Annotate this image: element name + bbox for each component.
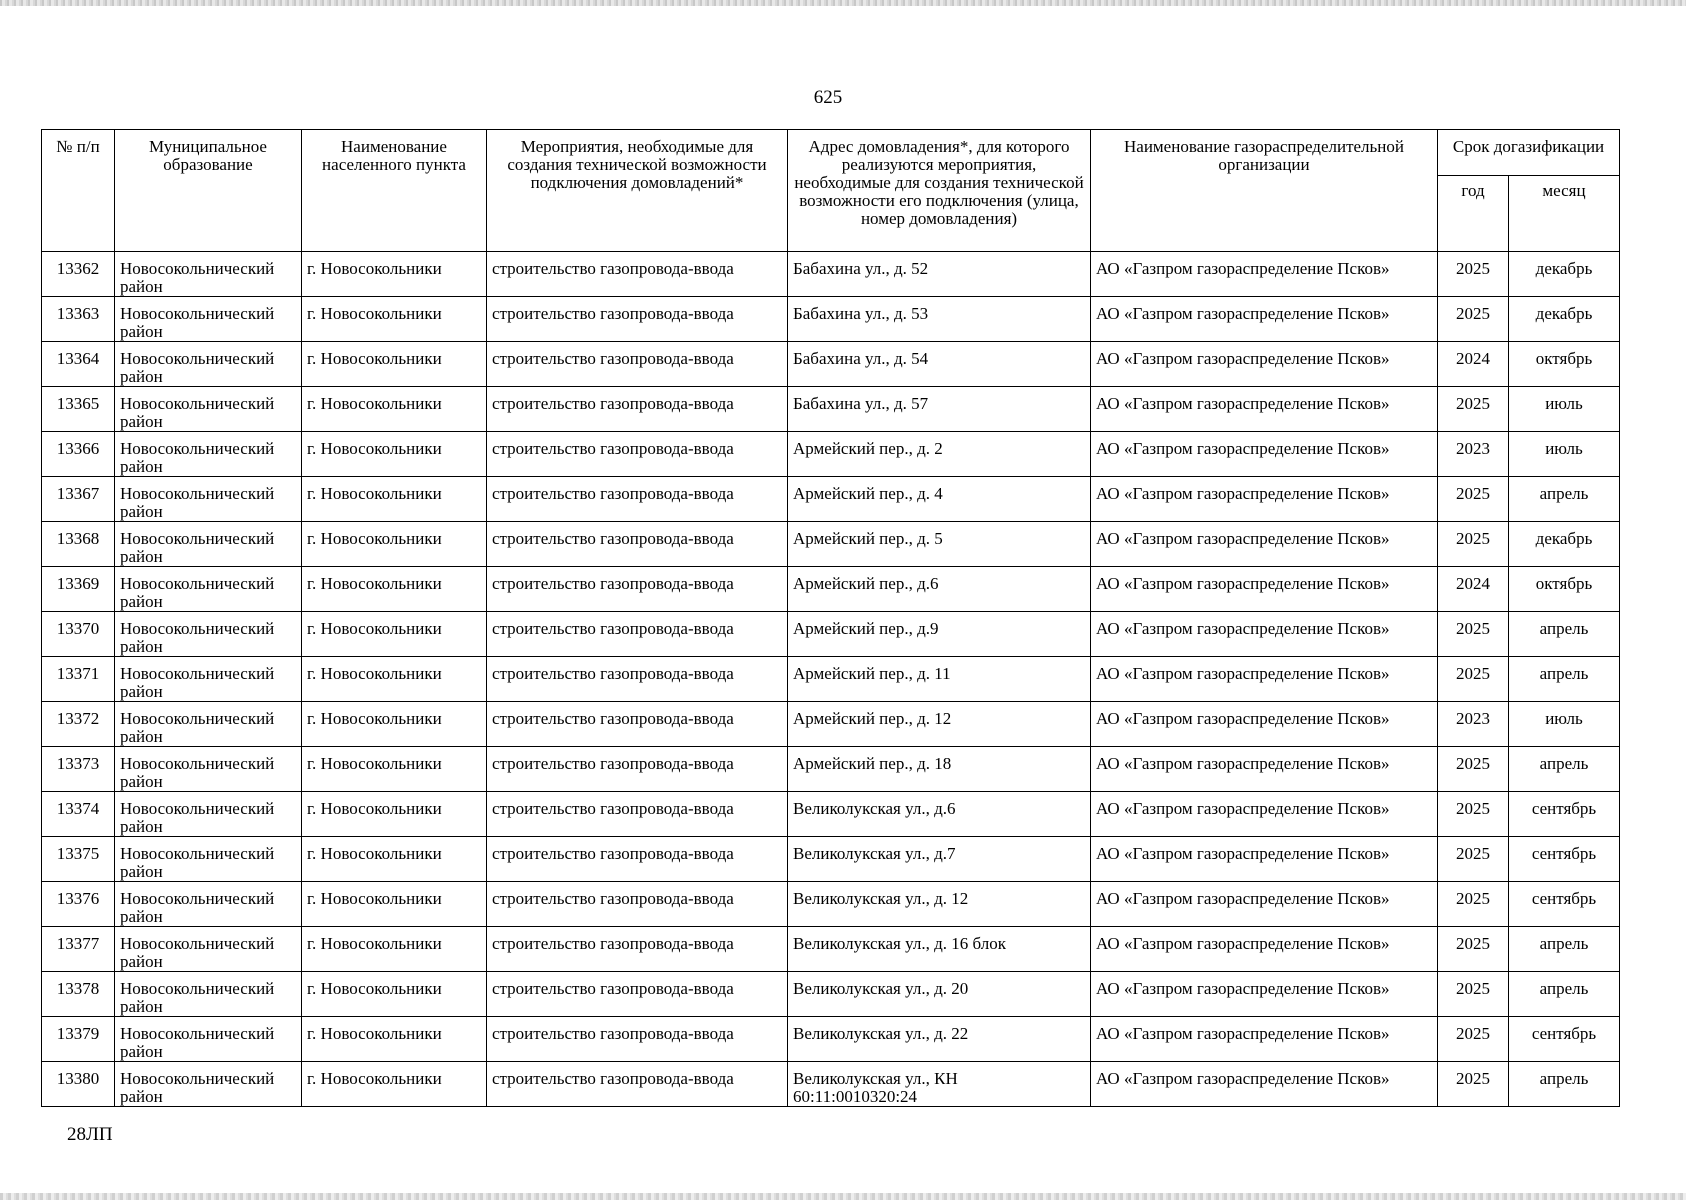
- row-number: 13368: [42, 522, 115, 567]
- row-year: 2025: [1438, 387, 1509, 432]
- table-row: [42, 567, 1620, 612]
- row-address: Армейский пер., д. 12: [788, 702, 1091, 747]
- row-measures: строительство газопровода-ввода: [487, 387, 788, 432]
- row-measures: строительство газопровода-ввода: [487, 837, 788, 882]
- row-municipality: Новосокольнический район: [115, 792, 302, 837]
- row-number: 13367: [42, 477, 115, 522]
- row-address: Армейский пер., д. 4: [788, 477, 1091, 522]
- row-organization: АО «Газпром газораспределение Псков»: [1091, 387, 1438, 432]
- row-address: Великолукская ул., д.7: [788, 837, 1091, 882]
- row-organization: АО «Газпром газораспределение Псков»: [1091, 612, 1438, 657]
- row-year: 2025: [1438, 252, 1509, 297]
- row-number: 13365: [42, 387, 115, 432]
- row-settlement: г. Новосокольники: [302, 792, 487, 837]
- row-municipality: Новосокольнический район: [115, 702, 302, 747]
- row-settlement: г. Новосокольники: [302, 342, 487, 387]
- page-number: 625: [813, 87, 843, 108]
- row-municipality: Новосокольнический район: [115, 567, 302, 612]
- row-month: апрель: [1509, 657, 1620, 702]
- row-year: 2025: [1438, 522, 1509, 567]
- row-address: Бабахина ул., д. 54: [788, 342, 1091, 387]
- row-measures: строительство газопровода-ввода: [487, 522, 788, 567]
- row-organization: АО «Газпром газораспределение Псков»: [1091, 342, 1438, 387]
- table-row: [42, 612, 1620, 657]
- row-measures: строительство газопровода-ввода: [487, 342, 788, 387]
- row-measures: строительство газопровода-ввода: [487, 252, 788, 297]
- row-number: 13362: [42, 252, 115, 297]
- row-address: Армейский пер., д. 18: [788, 747, 1091, 792]
- row-year: 2025: [1438, 882, 1509, 927]
- header-year: год: [1438, 176, 1509, 252]
- header-num: № п/п: [42, 130, 115, 252]
- row-number: 13372: [42, 702, 115, 747]
- row-settlement: г. Новосокольники: [302, 297, 487, 342]
- row-organization: АО «Газпром газораспределение Псков»: [1091, 1062, 1438, 1107]
- row-organization: АО «Газпром газораспределение Псков»: [1091, 1017, 1438, 1062]
- row-year: 2023: [1438, 702, 1509, 747]
- row-municipality: Новосокольнический район: [115, 297, 302, 342]
- row-municipality: Новосокольнический район: [115, 612, 302, 657]
- table-row: [42, 837, 1620, 882]
- row-measures: строительство газопровода-ввода: [487, 567, 788, 612]
- table-row: [42, 1017, 1620, 1062]
- row-number: 13363: [42, 297, 115, 342]
- row-address: Армейский пер., д. 2: [788, 432, 1091, 477]
- row-address: Бабахина ул., д. 53: [788, 297, 1091, 342]
- row-year: 2025: [1438, 792, 1509, 837]
- table-row: [42, 387, 1620, 432]
- row-settlement: г. Новосокольники: [302, 252, 487, 297]
- row-month: апрель: [1509, 972, 1620, 1017]
- row-address: Великолукская ул., д. 22: [788, 1017, 1091, 1062]
- table-body: [42, 252, 1620, 1107]
- row-month: сентябрь: [1509, 1017, 1620, 1062]
- row-month: сентябрь: [1509, 882, 1620, 927]
- row-number: 13377: [42, 927, 115, 972]
- row-settlement: г. Новосокольники: [302, 837, 487, 882]
- scan-edge-top: [0, 0, 1686, 6]
- row-settlement: г. Новосокольники: [302, 522, 487, 567]
- row-year: 2024: [1438, 567, 1509, 612]
- row-organization: АО «Газпром газораспределение Псков»: [1091, 792, 1438, 837]
- gasification-table: [41, 129, 1620, 1107]
- row-address: Армейский пер., д.6: [788, 567, 1091, 612]
- table-row: [42, 252, 1620, 297]
- row-municipality: Новосокольнический район: [115, 1017, 302, 1062]
- row-organization: АО «Газпром газораспределение Псков»: [1091, 837, 1438, 882]
- table-row: [42, 792, 1620, 837]
- row-month: октябрь: [1509, 342, 1620, 387]
- row-year: 2025: [1438, 837, 1509, 882]
- header-address: Адрес домовладения*, для которого реализуются мероприятия, необходимые для создания технической возможности его подключения (улица, номер домовладения): [788, 130, 1091, 252]
- row-settlement: г. Новосокольники: [302, 657, 487, 702]
- row-month: апрель: [1509, 612, 1620, 657]
- row-municipality: Новосокольнический район: [115, 747, 302, 792]
- row-year: 2025: [1438, 657, 1509, 702]
- row-month: июль: [1509, 387, 1620, 432]
- row-settlement: г. Новосокольники: [302, 702, 487, 747]
- row-address: Бабахина ул., д. 52: [788, 252, 1091, 297]
- row-number: 13364: [42, 342, 115, 387]
- row-year: 2025: [1438, 927, 1509, 972]
- row-settlement: г. Новосокольники: [302, 747, 487, 792]
- row-municipality: Новосокольнический район: [115, 342, 302, 387]
- row-number: 13371: [42, 657, 115, 702]
- header-municipality: Муниципальное образование: [115, 130, 302, 252]
- row-measures: строительство газопровода-ввода: [487, 432, 788, 477]
- row-month: апрель: [1509, 1062, 1620, 1107]
- row-number: 13378: [42, 972, 115, 1017]
- row-number: 13369: [42, 567, 115, 612]
- table-row: [42, 1062, 1620, 1107]
- row-settlement: г. Новосокольники: [302, 927, 487, 972]
- row-measures: строительство газопровода-ввода: [487, 477, 788, 522]
- row-settlement: г. Новосокольники: [302, 1017, 487, 1062]
- row-year: 2025: [1438, 972, 1509, 1017]
- table-row: [42, 657, 1620, 702]
- row-municipality: Новосокольнический район: [115, 972, 302, 1017]
- row-number: 13366: [42, 432, 115, 477]
- row-settlement: г. Новосокольники: [302, 432, 487, 477]
- table-row: [42, 927, 1620, 972]
- row-number: 13380: [42, 1062, 115, 1107]
- row-municipality: Новосокольнический район: [115, 1062, 302, 1107]
- row-municipality: Новосокольнический район: [115, 927, 302, 972]
- table-row: [42, 477, 1620, 522]
- row-settlement: г. Новосокольники: [302, 567, 487, 612]
- row-address: Бабахина ул., д. 57: [788, 387, 1091, 432]
- row-month: октябрь: [1509, 567, 1620, 612]
- row-month: апрель: [1509, 477, 1620, 522]
- row-address: Великолукская ул., д.6: [788, 792, 1091, 837]
- row-organization: АО «Газпром газораспределение Псков»: [1091, 702, 1438, 747]
- row-organization: АО «Газпром газораспределение Псков»: [1091, 252, 1438, 297]
- row-organization: АО «Газпром газораспределение Псков»: [1091, 972, 1438, 1017]
- row-municipality: Новосокольнический район: [115, 522, 302, 567]
- row-year: 2025: [1438, 1062, 1509, 1107]
- footer-code: 28ЛП: [67, 1124, 113, 1145]
- row-settlement: г. Новосокольники: [302, 1062, 487, 1107]
- row-year: 2025: [1438, 612, 1509, 657]
- row-organization: АО «Газпром газораспределение Псков»: [1091, 567, 1438, 612]
- row-address: Армейский пер., д.9: [788, 612, 1091, 657]
- row-number: 13375: [42, 837, 115, 882]
- row-organization: АО «Газпром газораспределение Псков»: [1091, 297, 1438, 342]
- row-year: 2024: [1438, 342, 1509, 387]
- row-organization: АО «Газпром газораспределение Псков»: [1091, 477, 1438, 522]
- table-row: [42, 432, 1620, 477]
- scan-edge-bottom: [0, 1193, 1686, 1200]
- row-year: 2025: [1438, 477, 1509, 522]
- row-year: 2025: [1438, 1017, 1509, 1062]
- table-row: [42, 747, 1620, 792]
- row-measures: строительство газопровода-ввода: [487, 972, 788, 1017]
- row-measures: строительство газопровода-ввода: [487, 882, 788, 927]
- row-settlement: г. Новосокольники: [302, 972, 487, 1017]
- row-municipality: Новосокольнический район: [115, 882, 302, 927]
- table-row: [42, 972, 1620, 1017]
- row-measures: строительство газопровода-ввода: [487, 927, 788, 972]
- row-number: 13370: [42, 612, 115, 657]
- row-month: июль: [1509, 432, 1620, 477]
- row-settlement: г. Новосокольники: [302, 882, 487, 927]
- row-municipality: Новосокольнический район: [115, 387, 302, 432]
- row-measures: строительство газопровода-ввода: [487, 1062, 788, 1107]
- table-row: [42, 522, 1620, 567]
- row-measures: строительство газопровода-ввода: [487, 297, 788, 342]
- row-month: сентябрь: [1509, 837, 1620, 882]
- header-settlement: Наименование населенного пункта: [302, 130, 487, 252]
- row-year: 2023: [1438, 432, 1509, 477]
- header-term: Срок догазификации: [1438, 130, 1620, 176]
- row-month: декабрь: [1509, 297, 1620, 342]
- row-organization: АО «Газпром газораспределение Псков»: [1091, 657, 1438, 702]
- row-organization: АО «Газпром газораспределение Псков»: [1091, 747, 1438, 792]
- row-number: 13379: [42, 1017, 115, 1062]
- row-month: декабрь: [1509, 522, 1620, 567]
- row-year: 2025: [1438, 747, 1509, 792]
- table-row: [42, 342, 1620, 387]
- row-organization: АО «Газпром газораспределение Псков»: [1091, 882, 1438, 927]
- row-number: 13373: [42, 747, 115, 792]
- table-row: [42, 882, 1620, 927]
- row-measures: строительство газопровода-ввода: [487, 612, 788, 657]
- row-address: Армейский пер., д. 5: [788, 522, 1091, 567]
- row-measures: строительство газопровода-ввода: [487, 657, 788, 702]
- row-year: 2025: [1438, 297, 1509, 342]
- row-address: Армейский пер., д. 11: [788, 657, 1091, 702]
- header-measures: Мероприятия, необходимые для создания технической возможности подключения домовладений*: [487, 130, 788, 252]
- table-row: [42, 702, 1620, 747]
- row-settlement: г. Новосокольники: [302, 612, 487, 657]
- row-number: 13376: [42, 882, 115, 927]
- row-municipality: Новосокольнический район: [115, 837, 302, 882]
- row-month: сентябрь: [1509, 792, 1620, 837]
- header-organization: Наименование газораспределительной организации: [1091, 130, 1438, 252]
- table-header: [42, 130, 1620, 252]
- row-month: июль: [1509, 702, 1620, 747]
- row-measures: строительство газопровода-ввода: [487, 702, 788, 747]
- row-organization: АО «Газпром газораспределение Псков»: [1091, 432, 1438, 477]
- row-settlement: г. Новосокольники: [302, 387, 487, 432]
- row-measures: строительство газопровода-ввода: [487, 1017, 788, 1062]
- row-municipality: Новосокольнический район: [115, 252, 302, 297]
- header-month: месяц: [1509, 176, 1620, 252]
- row-organization: АО «Газпром газораспределение Псков»: [1091, 927, 1438, 972]
- row-month: декабрь: [1509, 252, 1620, 297]
- row-address: Великолукская ул., д. 12: [788, 882, 1091, 927]
- row-organization: АО «Газпром газораспределение Псков»: [1091, 522, 1438, 567]
- row-number: 13374: [42, 792, 115, 837]
- row-month: апрель: [1509, 927, 1620, 972]
- row-municipality: Новосокольнический район: [115, 657, 302, 702]
- row-settlement: г. Новосокольники: [302, 477, 487, 522]
- row-municipality: Новосокольнический район: [115, 477, 302, 522]
- row-address: Великолукская ул., д. 16 блок: [788, 927, 1091, 972]
- row-measures: строительство газопровода-ввода: [487, 747, 788, 792]
- row-municipality: Новосокольнический район: [115, 432, 302, 477]
- row-address: Великолукская ул., КН 60:11:0010320:24: [788, 1062, 1091, 1107]
- row-month: апрель: [1509, 747, 1620, 792]
- row-address: Великолукская ул., д. 20: [788, 972, 1091, 1017]
- table-row: [42, 297, 1620, 342]
- row-measures: строительство газопровода-ввода: [487, 792, 788, 837]
